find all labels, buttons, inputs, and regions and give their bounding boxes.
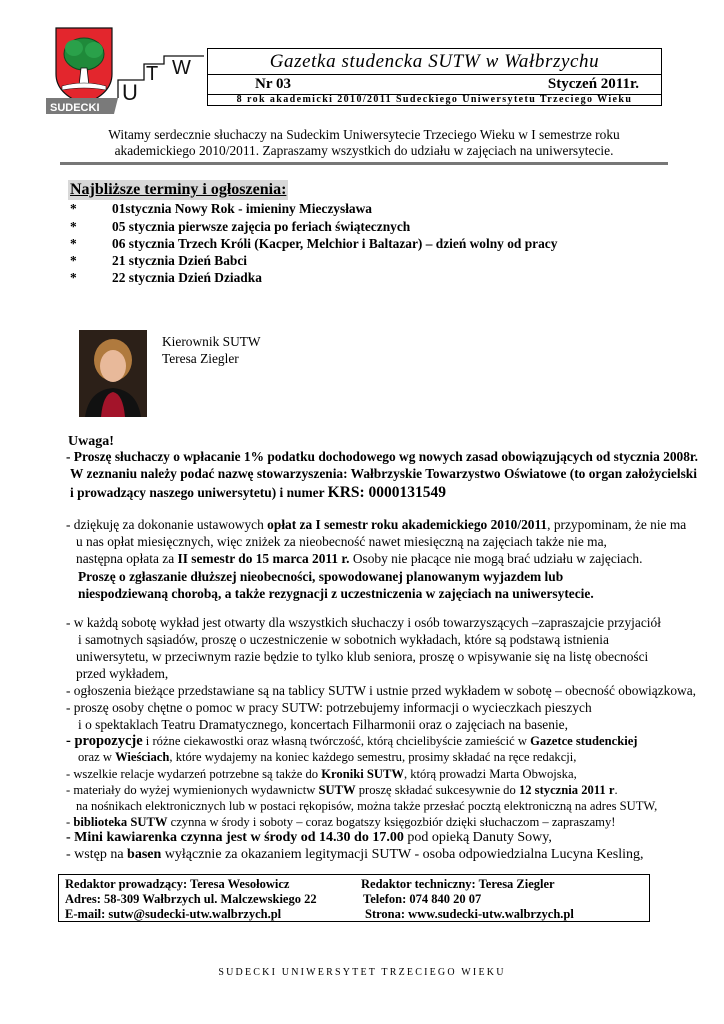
editorial-address: Adres: 58-309 Wałbrzych ul. Malczewskiego 22 (65, 892, 317, 906)
portrait-graphic (79, 330, 147, 417)
bullet: * (70, 201, 77, 216)
notice-heading: Uwaga! (68, 434, 114, 449)
notice-tax-text: i prowadzący naszego uniwersytetu) i numer (70, 485, 328, 500)
relations-emphasis: Kroniki SUTW (321, 767, 404, 781)
notice-saturday-line-1: - w każdą sobotę wykład jest otwarty dla wszystkich słuchaczy i osób towarzyszących –zapraszajcie przyjaciół (66, 615, 661, 630)
materials-text: . (614, 783, 618, 797)
bullet: * (70, 270, 77, 285)
relations-text: , którą prowadzi Marta Obwojska, (403, 767, 577, 781)
bullet: * (70, 236, 77, 251)
library-emphasis: biblioteka SUTW (73, 815, 168, 829)
masthead-subtitle: 8 rok akademicki 2010/2011 Sudeckiego Uniwersytetu Trzeciego Wieku (236, 94, 633, 105)
materials-emphasis: 12 stycznia 2011 r (518, 783, 615, 797)
event-text: 06 stycznia Trzech Króli (Kacper, Melchior i Baltazar) – dzień wolny od pracy (112, 236, 558, 251)
masthead-box (207, 48, 662, 106)
proposals-emphasis: - propozycje (66, 733, 143, 749)
notice-tax-line-3 (70, 484, 446, 501)
welcome-divider (60, 162, 668, 165)
proposals-emphasis: Gazetce studenckiej (530, 734, 638, 748)
editorial-website: Strona: www.sudecki-utw.walbrzych.pl (365, 907, 574, 921)
editor-name: Redaktor prowadzący: Teresa Wesołowicz (65, 877, 290, 891)
notice-cafe (66, 829, 552, 846)
events-heading: Najbliższe terminy i ogłoszenia: (70, 181, 287, 198)
event-item (70, 201, 372, 217)
tree-canopy-left (65, 40, 83, 56)
notice-pool (66, 846, 643, 863)
sutw-logo (44, 24, 204, 119)
logo-graphic (44, 24, 204, 119)
proposals-text: oraz w (78, 750, 116, 764)
event-text: 22 stycznia Dzień Dziadka (112, 270, 262, 285)
notice-tax-line-2: W zeznaniu należy podać nazwę stowarzyszenia: Wałbrzyskie Towarzystwo Oświatowe (to organ założycielski (70, 466, 697, 481)
logo-letter-u: U (122, 80, 138, 105)
editorial-box (58, 874, 650, 922)
welcome-text (60, 127, 668, 159)
welcome-line-1: Witamy serdecznie słuchaczy na Sudeckim Uniwersytecie Trzeciego Wieku w I semestrze roku (108, 127, 620, 142)
library-text: - (66, 815, 74, 829)
notice-proposals-line-2 (78, 749, 576, 766)
issue-number: Nr 03 (255, 76, 291, 92)
fee-text: Osoby nie płacące nie mogą brać udziału w zajęciach. (349, 551, 643, 566)
notice-help-line-1: - proszę osoby chętne o pomoc w pracy SUTW: potrzebujemy informacji o wycieczkach pieszych (66, 700, 592, 715)
notice-saturday-line-2: i samotnych sąsiadów, proszę o uczestniczenie w sobotnich wykładach, które są podstawą istnienia (78, 632, 609, 647)
notice-fee-line-1 (66, 516, 686, 533)
bullet: * (70, 253, 77, 268)
issue-date: Styczeń 2011r. (547, 76, 639, 92)
manager-name: Teresa Ziegler (162, 351, 239, 366)
editorial-email: E-mail: sutw@sudecki-utw.walbrzych.pl (65, 907, 282, 921)
notice-relations (66, 766, 577, 783)
manager-photo (79, 330, 147, 417)
materials-emphasis: SUTW (318, 783, 356, 797)
notice-absence-line-2: niespodziewaną chorobą, a także rezygnacji z uczestniczenia w zajęciach na uniwersytecie. (78, 586, 594, 601)
manager-title: Kierownik SUTW (162, 334, 261, 349)
proposals-emphasis: Wieściach (115, 750, 170, 764)
notice-saturday-line-3: uniwersytetu, w przeciwnym razie będzie to tylko klub seniora, proszę o wpisywanie się na listę obecności (76, 649, 649, 664)
notice-fee-line-2: u nas opłat miesięcznych, więc zniżek za nieobecność nawet miesięczną na zajęciach także nie ma, (76, 534, 607, 549)
notice-tax-line-1: - Proszę słuchaczy o wpłacanie 1% podatku dochodowego wg nowych zasad obowiązujących od stycznia 2008r. (66, 449, 698, 464)
cafe-emphasis: - Mini kawiarenka czynna jest w środy od 14.30 do 17.00 (66, 830, 404, 845)
bullet: * (70, 219, 77, 234)
tech-editor-name: Redaktor techniczny: Teresa Ziegler (361, 877, 555, 891)
notice-materials-line-2: na nośnikach elektronicznych lub w postaci rękopisów, można także przesłać pocztą elektroniczną na adres SUTW, (76, 799, 658, 813)
fee-text: , przypominam, że nie ma (547, 517, 687, 532)
notice-proposals-line-1 (66, 732, 637, 750)
relations-text: - wszelkie relacje wydarzeń potrzebne są także do (66, 767, 322, 781)
proposals-text: , które wydajemy na koniec każdego semestru, prosimy składać na ręce redakcji, (169, 750, 577, 764)
event-item (70, 219, 410, 235)
event-text: 21 stycznia Dzień Babci (112, 253, 248, 268)
fee-text: następna opłata za (76, 551, 178, 566)
fee-emphasis: II semestr do 15 marca 2011 r. (177, 551, 350, 566)
cafe-text: pod opieką Danuty Sowy, (403, 830, 552, 845)
pool-text: - wstęp na (66, 847, 128, 862)
event-text: 01stycznia Nowy Rok - imieniny Mieczysława (112, 201, 372, 216)
proposals-text: i różne ciekawostki oraz własną twórczość, którą chcielibyście zamieścić w (142, 734, 531, 748)
library-text: czynna w środy i soboty – coraz bogatszy księgozbiór dzięki słuchaczom – zapraszamy! (167, 815, 616, 829)
logo-banner-text: SUDECKI (50, 102, 100, 114)
event-item (70, 253, 247, 269)
fee-text: - dziękuję za dokonanie ustawowych (66, 517, 268, 532)
logo-letter-t: T (146, 63, 159, 85)
notice-help-line-2: i o spektaklach Teatru Dramatycznego, koncertach Filharmonii oraz o zajęciach na basenie, (78, 717, 568, 732)
notice-materials-line-1 (66, 782, 618, 799)
portrait-face (100, 350, 126, 382)
materials-text: proszę składać sukcesywnie do (355, 783, 519, 797)
welcome-line-2: akademickiego 2010/2011. Zapraszamy wszystkich do udziału w zajęciach na uniwersytecie. (114, 143, 614, 158)
masthead-title: Gazetka studencka SUTW w Wałbrzychu (269, 51, 600, 72)
event-item (70, 270, 262, 286)
krs-number: KRS: 0000131549 (327, 484, 447, 501)
tree-canopy-right (85, 42, 103, 58)
pool-text: wyłącznie za okazaniem legitymacji SUTW - osoba odpowiedzialna Lucyna Kesling, (161, 847, 644, 862)
notice-absence-line-1: Proszę o zgłaszanie dłuższej nieobecności, spowodowanej planowanym wyjazdem lub (78, 569, 564, 584)
materials-text: - materiały do wyżej wymienionych wydawnictw (66, 783, 319, 797)
notice-saturday-line-4: przed wykładem, (76, 666, 169, 681)
notice-fee-line-3 (76, 550, 642, 567)
notice-board: - ogłoszenia bieżące przedstawiane są na tablicy SUTW i ustnie przed wykładem w sobotę – obecność obowiązkowa, (66, 683, 697, 698)
editorial-phone: Telefon: 074 840 20 07 (363, 892, 482, 906)
fee-emphasis: opłat za I semestr roku akademickiego 2010/2011 (267, 517, 548, 532)
logo-letter-w: W (172, 57, 191, 79)
event-text: 05 stycznia pierwsze zajęcia po feriach świątecznych (112, 219, 411, 234)
event-item (70, 236, 557, 252)
page-footer-note: SUDECKI UNIWERSYTET TRZECIEGO WIEKU (218, 967, 506, 978)
pool-emphasis: basen (127, 847, 162, 862)
